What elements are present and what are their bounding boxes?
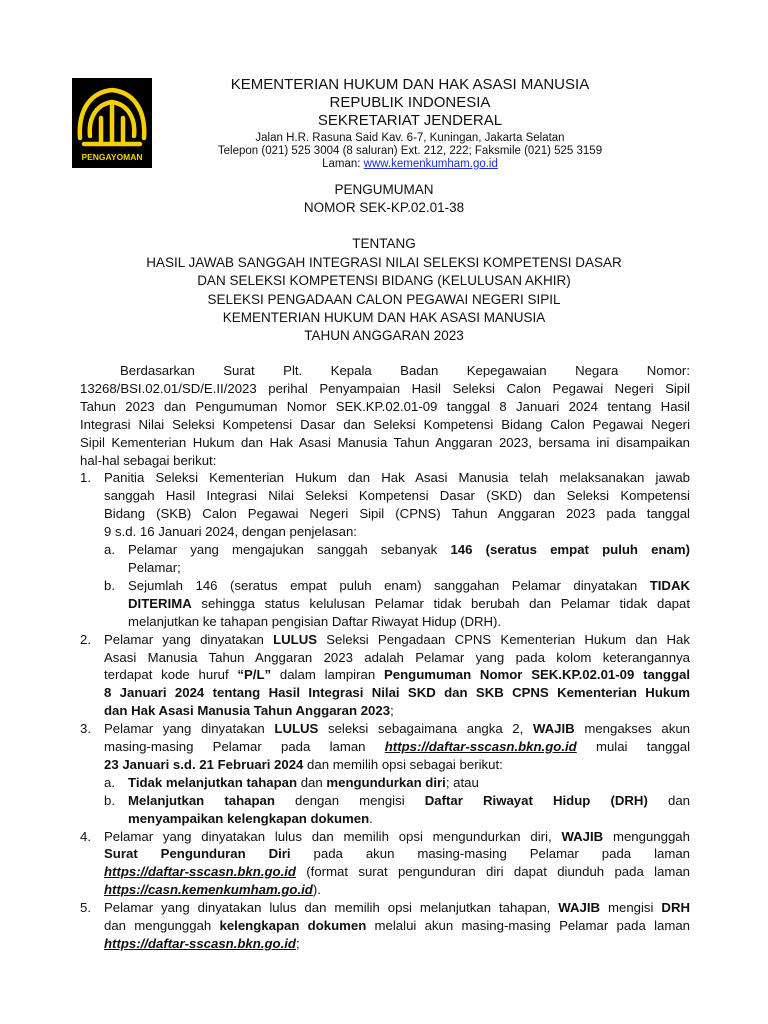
sub-item bbox=[80, 792, 690, 828]
item-emphasis: 23 Januari s.d. 21 Februari 2024 bbox=[104, 756, 304, 772]
list-item bbox=[80, 899, 690, 953]
item-text: dan bbox=[297, 774, 327, 790]
item-text: Pelamar yang mengajukan sanggah sebanyak bbox=[128, 542, 451, 558]
item-line bbox=[128, 541, 690, 559]
title-line: TAHUN ANGGARAN 2023 bbox=[304, 328, 464, 343]
item-line: sanggah Hasil Integrasi Nilai Seleksi Kompetensi Dasar (SKD) dan Seleksi Kompetensi bbox=[104, 488, 690, 504]
item-line bbox=[104, 863, 690, 881]
announcement-label: PENGUMUMAN bbox=[334, 182, 434, 197]
item-line bbox=[104, 845, 690, 863]
item-line bbox=[128, 792, 690, 810]
regarding-label: TENTANG bbox=[352, 236, 416, 251]
item-emphasis: DRH bbox=[661, 900, 690, 916]
sscasn-link[interactable]: https://daftar-sscasn.bkn.go.id bbox=[104, 864, 296, 880]
item-line: Panitia Seleksi Kementerian Hukum dan Hak Asasi Manusia telah melaksanakan jawab bbox=[104, 470, 690, 486]
item-text: . bbox=[369, 810, 373, 826]
item-emphasis: LULUS bbox=[273, 631, 318, 647]
sub-item bbox=[80, 774, 690, 792]
sub-item bbox=[80, 541, 690, 577]
item-number: 5. bbox=[80, 900, 91, 916]
item-emphasis: kelengkapan dokumen bbox=[219, 918, 367, 934]
item-text: seleksi sebagaimana angka 2, bbox=[318, 721, 533, 737]
item-text: ; bbox=[390, 703, 394, 719]
country-name: REPUBLIK INDONESIA bbox=[329, 94, 491, 111]
item-line: Bidang (SKB) Calon Pegawai Negeri Sipil (CPNS) Tahun Anggaran 2023 pada tanggal bbox=[104, 506, 690, 522]
casn-kemenkumham-link[interactable]: https://casn.kemenkumham.go.id bbox=[104, 882, 313, 898]
item-text: ; atau bbox=[445, 774, 479, 790]
intro-line: Tahun 2023 dan Pengumuman Nomor SEK.KP.02.01-09 tanggal 8 Januari 2024 tentang Hasil bbox=[80, 398, 690, 414]
item-text: terdapat kode huruf bbox=[104, 667, 238, 683]
item-text: ). bbox=[312, 882, 321, 898]
item-line bbox=[128, 595, 690, 613]
item-line bbox=[128, 774, 690, 792]
item-text: masing-masing Pelamar pada laman bbox=[104, 739, 385, 755]
item-emphasis: menyampaikan kelengkapan dokumen bbox=[128, 810, 370, 826]
list-item bbox=[80, 631, 690, 721]
item-text: dengan mengisi bbox=[274, 792, 425, 808]
title-line: HASIL JAWAB SANGGAH INTEGRASI NILAI SELEKSI KOMPETENSI DASAR bbox=[146, 255, 622, 270]
sub-item-letter: a. bbox=[104, 542, 115, 558]
item-text: dan bbox=[647, 792, 690, 808]
item-text: sehingga status kelulusan Pelamar tidak berubah dan Pelamar tidak dapat bbox=[191, 595, 690, 611]
item-text: mengisi bbox=[600, 900, 662, 916]
item-text: Seleksi Pengadaan CPNS Kementerian Hukum dan Hak bbox=[317, 631, 690, 647]
item-emphasis: Pengumuman Nomor SEK.KP.02.01-09 tanggal bbox=[383, 667, 690, 683]
sub-item-letter: b. bbox=[104, 792, 115, 808]
document-body bbox=[80, 362, 690, 953]
item-line bbox=[104, 935, 690, 953]
list-item bbox=[80, 828, 690, 900]
item-emphasis: Surat Pengunduran Diri bbox=[104, 846, 291, 862]
intro-line: Sipil Kementerian Hukum dan Hak Asasi Manusia Tahun Anggaran 2023, bersama ini disampaikan bbox=[80, 434, 690, 450]
item-text: Sejumlah 146 (seratus empat puluh enam) sanggahan Pelamar dinyatakan bbox=[128, 577, 650, 593]
item-line bbox=[104, 738, 690, 756]
item-text: melalui akun masing-masing Pelamar pada laman bbox=[366, 918, 691, 934]
item-line bbox=[104, 917, 690, 935]
item-text: mulai tanggal bbox=[576, 739, 690, 755]
item-line bbox=[104, 702, 690, 720]
item-line bbox=[104, 881, 690, 899]
item-line bbox=[104, 756, 690, 774]
item-line: 9 s.d. 16 Januari 2024, dengan penjelasan: bbox=[104, 524, 357, 540]
item-text: Pelamar yang dinyatakan lulus dan memilih opsi mengundurkan diri, bbox=[104, 828, 562, 844]
sscasn-link[interactable]: https://daftar-sscasn.bkn.go.id bbox=[384, 739, 577, 755]
item-line: Asasi Manusia Tahun Anggaran 2023 adalah Pelamar yang pada kolom keterangannya bbox=[104, 649, 690, 665]
item-text: mengunggah bbox=[603, 828, 690, 844]
item-text: dalam lampiran bbox=[271, 667, 384, 683]
website-line bbox=[170, 157, 650, 171]
pengayoman-logo bbox=[72, 78, 152, 168]
item-line bbox=[104, 828, 690, 846]
item-text: Pelamar yang dinyatakan bbox=[104, 631, 274, 647]
item-emphasis: dan Hak Asasi Manusia Tahun Anggaran 2023 bbox=[104, 703, 391, 719]
pengayoman-emblem-icon bbox=[72, 78, 152, 168]
item-line: Pelamar; bbox=[128, 559, 181, 575]
item-emphasis: WAJIB bbox=[558, 900, 601, 916]
item-emphasis: WAJIB bbox=[561, 828, 604, 844]
logo-caption: PENGAYOMAN bbox=[81, 152, 143, 162]
title-line: KEMENTERIAN HUKUM DAN HAK ASASI MANUSIA bbox=[222, 310, 546, 325]
item-text: dan memilih opsi sebagai berikut: bbox=[303, 756, 503, 772]
title-line: SELEKSI PENGADAAN CALON PEGAWAI NEGERI SIPIL bbox=[207, 292, 561, 307]
item-line bbox=[104, 899, 690, 917]
list-item bbox=[80, 720, 690, 774]
item-emphasis: 8 Januari 2024 tentang Hasil Integrasi Nilai SKD dan SKB CPNS Kementerian Hukum bbox=[104, 685, 690, 701]
item-text: ; bbox=[295, 936, 300, 951]
intro-line: Integrasi Nilai Seleksi Kompetensi Dasar dan Seleksi Kompetensi Bidang Calon Pegawai Negeri bbox=[80, 416, 690, 432]
item-text: Pelamar yang dinyatakan bbox=[104, 721, 275, 737]
item-text: Pelamar yang dinyatakan lulus dan memilih opsi melanjutkan tahapan, bbox=[104, 900, 559, 916]
list-item bbox=[80, 469, 690, 541]
item-number: 3. bbox=[80, 721, 91, 737]
website-label: Laman: bbox=[322, 158, 364, 170]
item-line bbox=[104, 720, 690, 738]
sub-item-letter: a. bbox=[104, 774, 115, 790]
announcement-number: NOMOR SEK-KP.02.01-38 bbox=[303, 200, 465, 215]
item-emphasis: LULUS bbox=[274, 721, 319, 737]
item-emphasis: WAJIB bbox=[532, 721, 575, 737]
item-number: 2. bbox=[80, 631, 91, 647]
item-emphasis: Tidak melanjutkan tahapan bbox=[128, 774, 298, 790]
title-line: DAN SELEKSI KOMPETENSI BIDANG (KELULUSAN AKHIR) bbox=[197, 273, 571, 288]
item-emphasis: mengundurkan diri bbox=[326, 774, 446, 790]
intro-line: 13268/BSI.02.01/SD/E.II/2023 perihal Penyampaian Hasil Seleksi Calon Pegawai Negeri Sipil bbox=[80, 380, 690, 396]
item-emphasis: 146 (seratus empat puluh enam) bbox=[450, 542, 690, 558]
phone-line: Telepon (021) 525 3004 (8 saluran) Ext. 212, 222; Faksmile (021) 525 3159 bbox=[217, 145, 603, 157]
item-text: (format surat pengunduran diri dapat diunduh pada laman bbox=[295, 864, 690, 880]
item-line bbox=[128, 810, 690, 828]
sub-item-letter: b. bbox=[104, 577, 115, 593]
ministry-name: KEMENTERIAN HUKUM DAN HAK ASASI MANUSIA bbox=[230, 76, 590, 93]
sscasn-link[interactable]: https://daftar-sscasn.bkn.go.id bbox=[104, 936, 296, 951]
address-line: Jalan H.R. Rasuna Said Kav. 6-7, Kuningan, Jakarta Selatan bbox=[255, 132, 565, 144]
secretariat-name: SEKRETARIAT JENDERAL bbox=[317, 112, 503, 129]
intro-line: Berdasarkan Surat Plt. Kepala Badan Kepegawaian Negara Nomor: bbox=[120, 363, 690, 378]
item-text: mengakses akun bbox=[574, 721, 690, 737]
intro-line: hal-hal sebagai berikut: bbox=[80, 452, 217, 468]
item-text: pada akun masing-masing Pelamar pada laman bbox=[290, 846, 690, 862]
item-number: 1. bbox=[80, 470, 91, 486]
item-line bbox=[128, 577, 690, 595]
item-emphasis: “P/L” bbox=[237, 667, 272, 683]
intro-paragraph bbox=[80, 362, 690, 469]
item-emphasis: DITERIMA bbox=[128, 595, 192, 611]
item-emphasis: Melanjutkan tahapan bbox=[128, 792, 275, 808]
item-emphasis: Daftar Riwayat Hidup (DRH) bbox=[424, 792, 648, 808]
item-number: 4. bbox=[80, 828, 91, 844]
item-emphasis: TIDAK bbox=[649, 577, 690, 593]
item-text: dan mengunggah bbox=[104, 918, 220, 934]
sub-item bbox=[80, 577, 690, 631]
website-link[interactable]: www.kemenkumham.go.id bbox=[363, 158, 498, 170]
item-line bbox=[104, 666, 690, 684]
item-line bbox=[104, 631, 690, 649]
item-line bbox=[104, 684, 690, 702]
item-line: melanjutkan ke tahapan pengisian Daftar Riwayat Hidup (DRH). bbox=[128, 613, 502, 629]
